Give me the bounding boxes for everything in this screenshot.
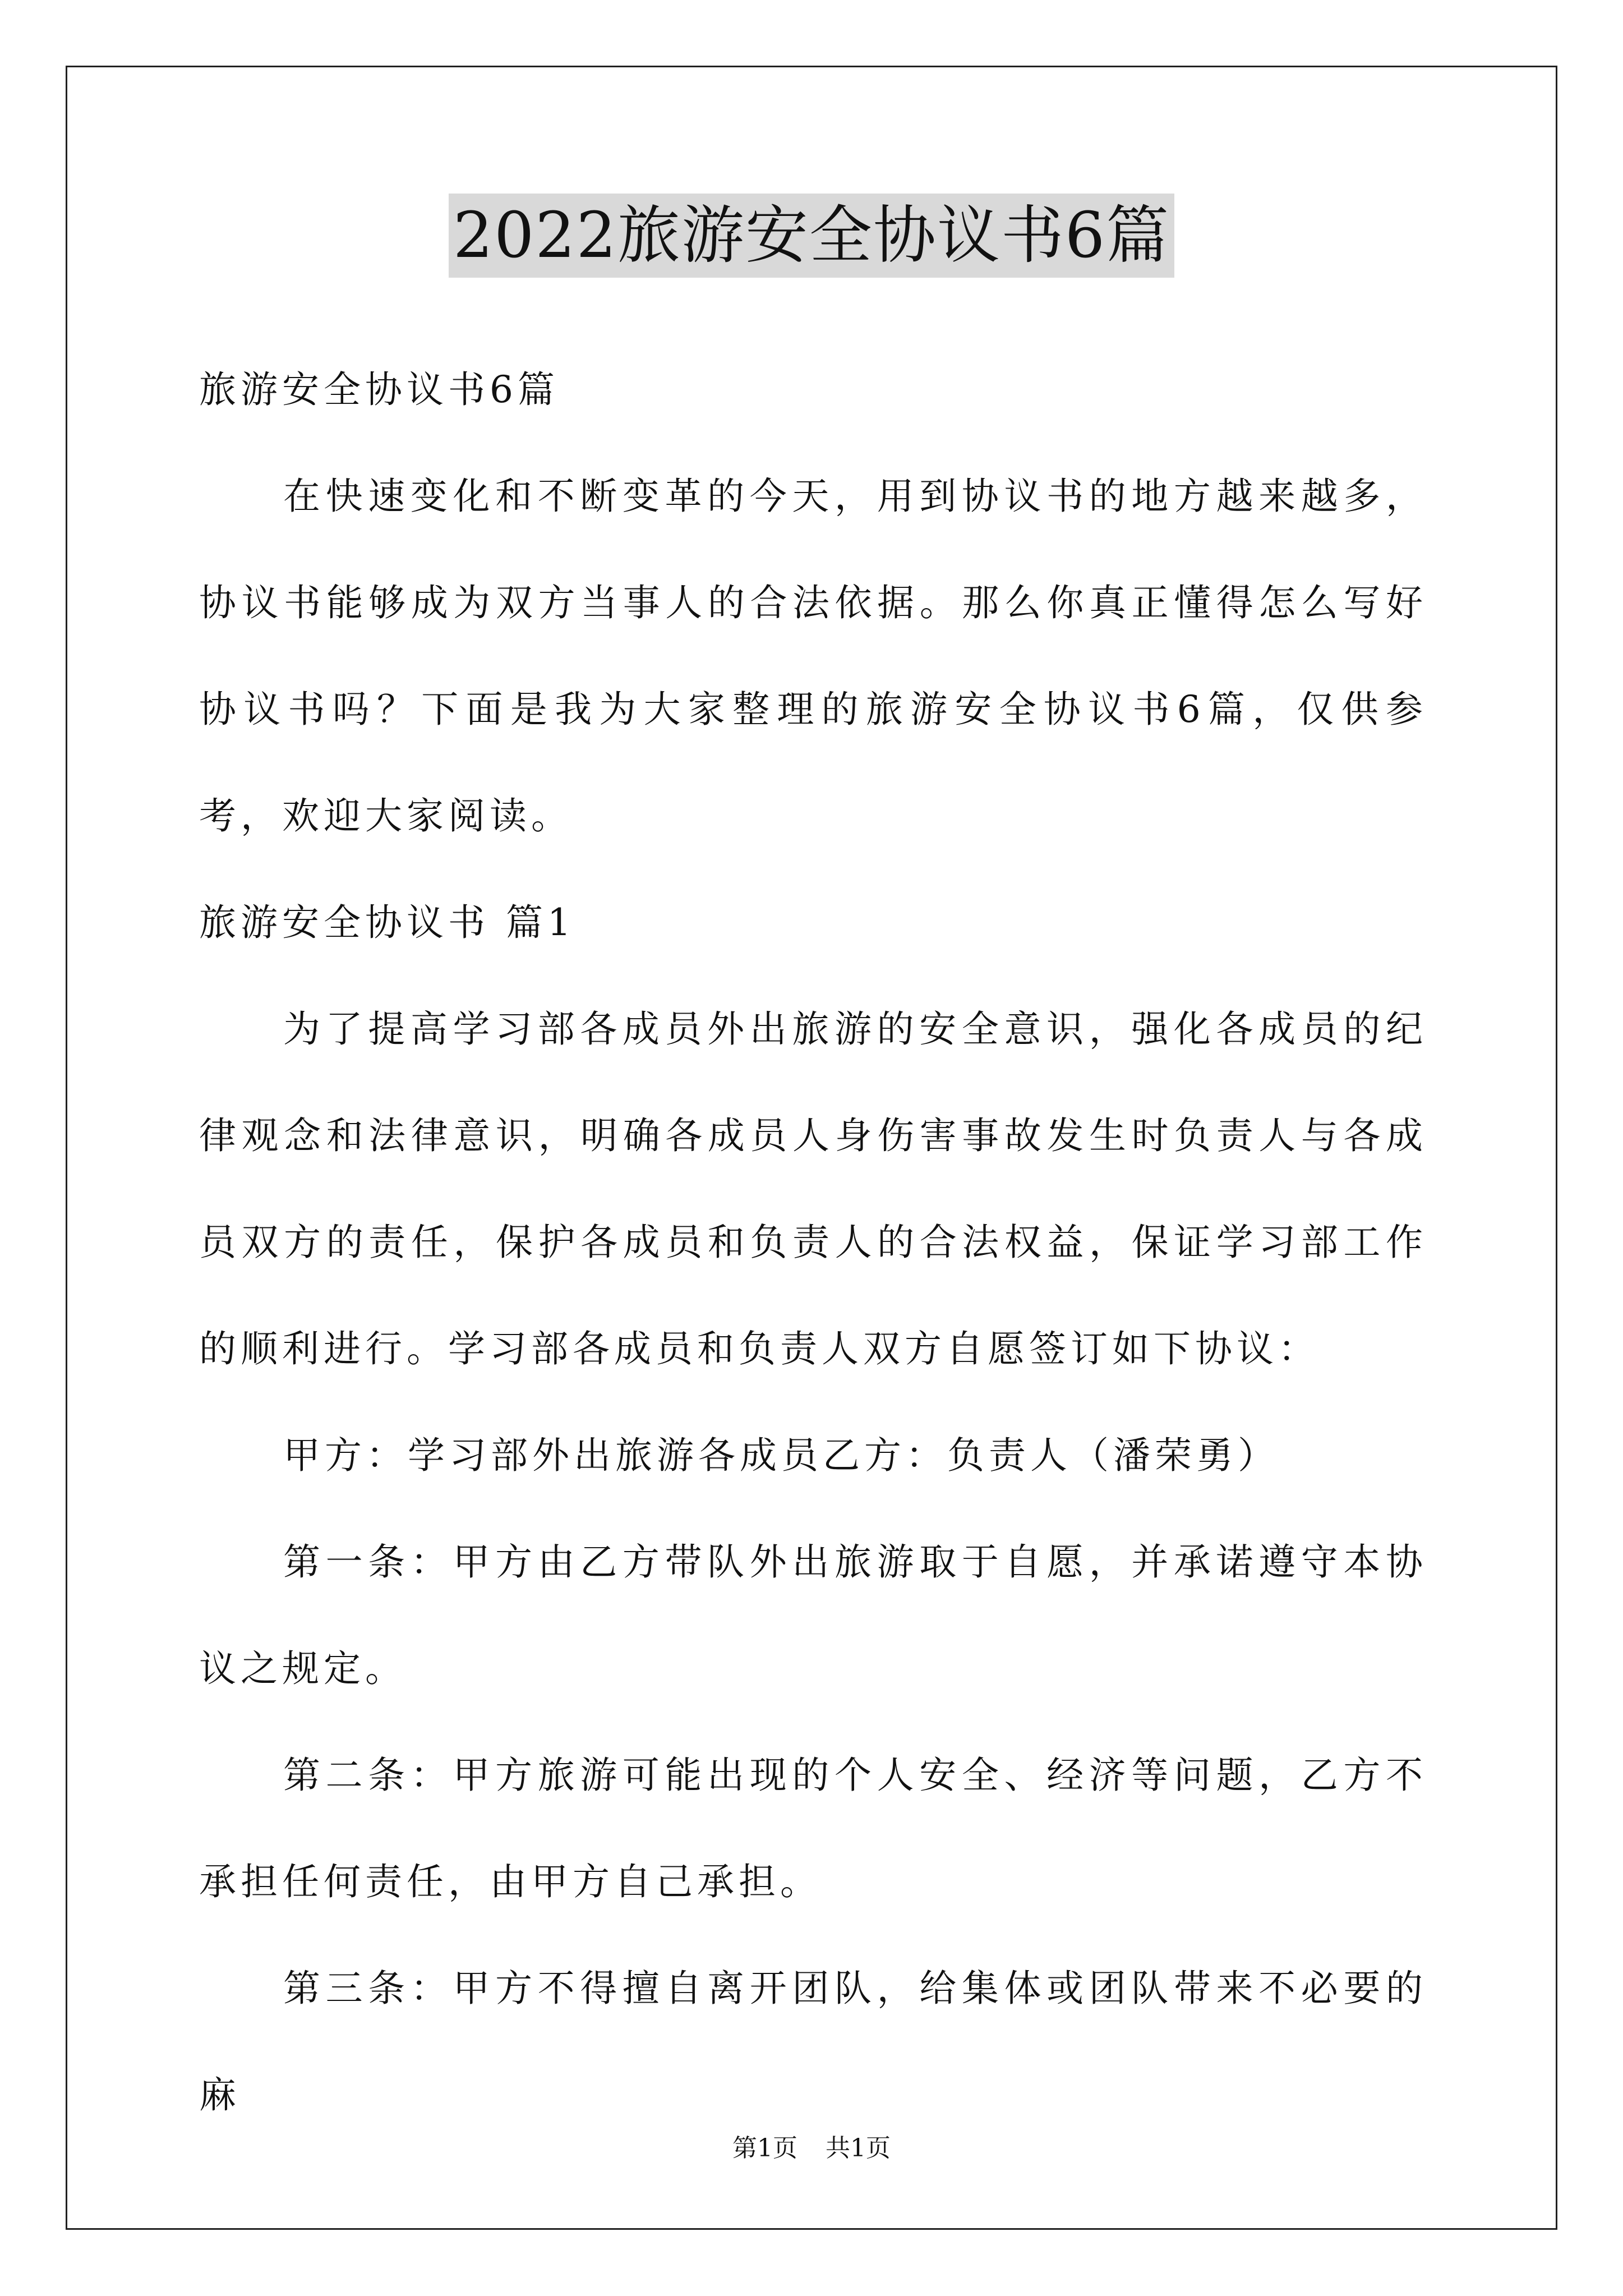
body-paragraph: 为了提高学习部各成员外出旅游的安全意识，强化各成员的纪律观念和法律意识，明确各成员人身伤害事故发生时负责人与各成员双方的责任，保护各成员和负责人的合法权益，保证学习部工作的顺利进行。学习部各成员和负责人双方自愿签订如下协议： <box>199 1007 1427 1370</box>
section-heading: 旅游安全协议书 篇1 <box>199 901 575 944</box>
article-1-paragraph: 第一条：甲方由乙方带队外出旅游取于自愿，并承诺遵守本协议之规定。 <box>199 1540 1427 1690</box>
intro-paragraph: 在快速变化和不断变革的今天，用到协议书的地方越来越多，协议书能够成为双方当事人的合法依据。那么你真正懂得怎么写好协议书吗？下面是我为大家整理的旅游安全协议书6篇，仅供参考，欢迎大家阅读。 <box>199 475 1427 838</box>
page-total: 共1页 <box>826 2134 891 2162</box>
title-container <box>0 194 1623 278</box>
document-subtitle: 旅游安全协议书6篇 <box>199 368 559 411</box>
page-number: 第1页 <box>732 2134 797 2162</box>
article-3-paragraph: 第三条：甲方不得擅自离开团队，给集体或团队带来不必要的麻 <box>199 1967 1427 2116</box>
parties-paragraph: 甲方：学习部外出旅游各成员乙方：负责人（潘荣勇） <box>283 1434 1279 1477</box>
document-title: 2022旅游安全协议书6篇 <box>449 194 1174 278</box>
article-2-paragraph: 第二条：甲方旅游可能出现的个人安全、经济等问题，乙方不承担任何责任，由甲方自己承担。 <box>199 1754 1427 1903</box>
document-body <box>199 337 1427 2148</box>
page-footer <box>0 2132 1623 2165</box>
